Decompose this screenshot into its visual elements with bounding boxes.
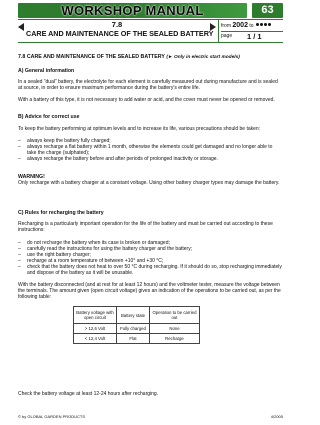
section-c-list (18, 240, 283, 277)
section-b-intro: To keep the battery performing at optimum levels and to increase its life, various precautions should be taken: (18, 125, 261, 132)
page-header (0, 0, 300, 44)
to-label: to (249, 23, 254, 29)
table-cell: Fully charged (117, 324, 150, 334)
table-header-cell: Battery state (117, 307, 150, 324)
list-item: – do not recharge the battery when its case is broken or damaged; (18, 240, 283, 246)
list-item: – carefully read the instructions for using the battery charger and the battery; (18, 246, 283, 252)
list-item: – always recharge a flat battery within 1 month, otherwise the elements could get damaged and no longer able to take the charge (sulphated); (18, 144, 283, 156)
voltage-table (73, 306, 200, 344)
page-footer (18, 414, 283, 419)
header-vertical-divider (218, 20, 219, 42)
table-cell: < 12,4 Volt (74, 334, 117, 344)
list-item: – check that the battery does not heat to over 50 °C during recharging. If it should do so, stop recharging immediately and dispose of the battery as it will be unusable. (18, 264, 283, 276)
page-label: page (221, 33, 233, 39)
list-item: – always keep the battery fully charged; (18, 138, 283, 144)
previous-arrow-icon[interactable] (18, 23, 24, 31)
from-label: from (221, 23, 231, 29)
table-cell: None (150, 324, 200, 334)
section-b-heading: B) Advice for correct use (18, 114, 80, 121)
next-arrow-icon[interactable] (210, 23, 216, 31)
section-number: 7.8 (111, 20, 123, 29)
table-cell: > 12,6 Volt (74, 324, 117, 334)
table-header-cell: Battery voltage with open circuit (74, 307, 117, 324)
edition-date: 4/2005 (270, 414, 283, 419)
from-year: 2002 (232, 22, 248, 29)
document-title (18, 54, 283, 61)
page-value: 1 / 1 (247, 32, 262, 41)
open-range-dots-icon (256, 21, 272, 30)
table-cell: Flat (117, 334, 150, 344)
table-header-row (74, 307, 200, 324)
list-item: – recharge at a room temperature of between +10° and +30 °C; (18, 258, 283, 264)
section-b-list (18, 138, 283, 162)
table-header-cell: Operation to be carried out (150, 307, 200, 324)
section-a-paragraph-1: In a sealed “dual” battery, the electrolyte for each element is carefully measured out during manufacture and is sealed at source, in order to ensure maximum performance during the battery’s entire life. (18, 79, 278, 92)
section-c-intro: Recharging is a particularly important operation for the life of the battery and must be carried out according to these instructions: (18, 221, 273, 234)
table-row (74, 324, 200, 334)
table-row (74, 334, 200, 344)
final-note: Check the battery voltage at least 12-24 hours after recharging. (18, 391, 159, 397)
document-title-text: 7.8 CARE AND MAINTENANCE OF THE SEALED BATTERY (18, 54, 165, 60)
manual-title: WORKSHOP MANUAL (61, 3, 204, 18)
section-a-heading: A) General information (18, 68, 75, 75)
validity-range (221, 21, 283, 30)
warning-text: Only recharge with a battery charger at a constant voltage. Using other battery charger types may damage the battery. (18, 180, 280, 187)
manual-number-badge: 63 (252, 3, 283, 18)
list-item: – always recharge the battery before and after periods of prolonged inactivity or storage. (18, 156, 283, 162)
document-body (18, 54, 283, 344)
page-indicator (221, 32, 283, 41)
warning-title: WARNING! (18, 174, 45, 181)
section-title: CARE AND MAINTENANCE OF THE SEALED BATTERY (26, 29, 214, 38)
copyright-text: © by GLOBAL GARDEN PRODUCTS (18, 414, 86, 419)
section-c-measure-text: With the battery disconnected (and at rest for at least 12 hours) and the voltmeter tester, measure the voltage between the terminals. The amount given (open circuit voltage) gives an indication of the operations to be carried out, as per the following table: (18, 282, 281, 301)
header-bottom-divider (18, 42, 283, 43)
list-item: – use the right battery charger; (18, 252, 283, 258)
document-title-note: (► Only in electric start models) (166, 55, 240, 60)
table-cell: Recharge (150, 334, 200, 344)
section-a-paragraph-2: With a battery of this type, it is not necessary to add water or acid, and the cover must never be opened or removed. (18, 97, 275, 104)
section-c-heading: C) Rules for recharging the battery (18, 210, 104, 217)
